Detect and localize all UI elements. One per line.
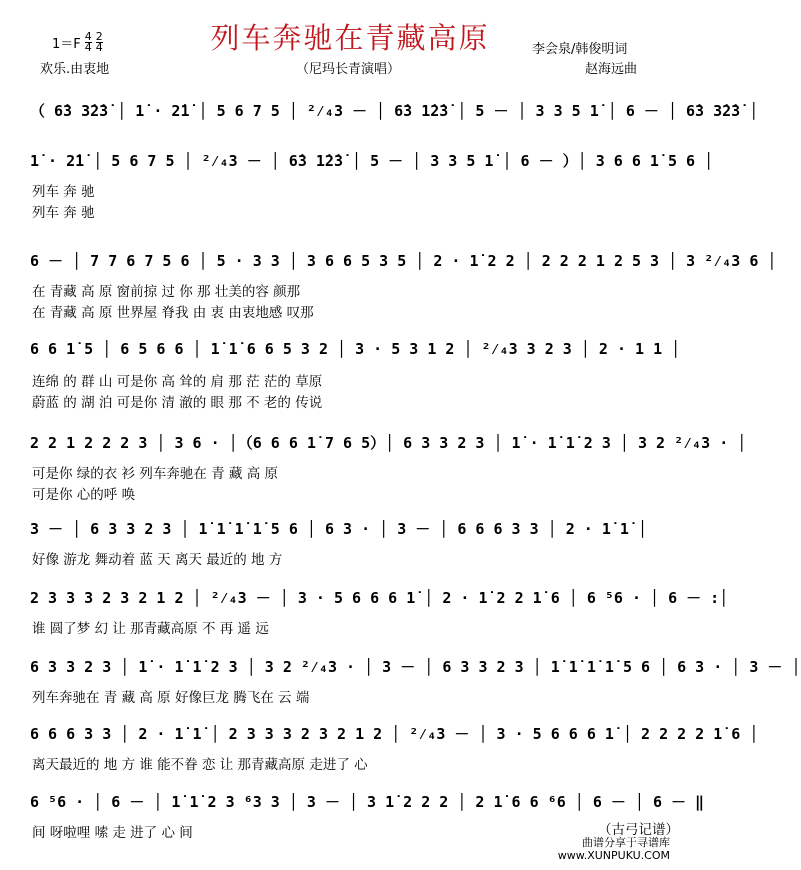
lyric-line: 列车 奔 驰 bbox=[32, 205, 95, 221]
notation-line: 6 ⁵6 · │ 6 － │ 1̇ 1̇ 2 3 ⁶3 3 │ 3 － │ 3 1̇ 2 2 2 │ 2 1̇ 6 6 ⁶6 │ 6 － │ 6 － ‖ bbox=[30, 793, 705, 811]
singer-credit: （尼玛长青演唱） bbox=[296, 62, 401, 77]
watermark-line-1: 曲谱分享于寻谱库 bbox=[582, 836, 670, 849]
time-signature-4-4: $\frac{4}{4}$ bbox=[84, 30, 92, 54]
lyric-line: 好像 游龙 舞动着 蓝 天 离天 最近的 地 方 bbox=[32, 552, 283, 568]
lyric-line: 连绵 的 群 山 可是你 高 耸的 肩 那 茫 茫的 草原 bbox=[32, 374, 323, 390]
transcriber-credit: （古弓记谱） bbox=[598, 822, 679, 838]
notation-line: 6 － │ 7 7 6 7 5 6 │ 5 · 3 3 │ 3 6 6 5 3 5 │ 2 · 1̇ 2 2 │ 2 2 2 1 2 5 3 │ 3 ²⁄₄3 6 │ bbox=[30, 252, 777, 270]
lyric-line: 离天最近的 地 方 谁 能不眷 恋 让 那青藏高原 走进了 心 bbox=[32, 757, 368, 773]
composer-credit: 赵海远曲 bbox=[585, 62, 638, 77]
song-title: 列车奔驰在青藏高原 bbox=[210, 21, 490, 55]
lyric-line: 谁 圆了梦 幻 让 那青藏高原 不 再 遥 远 bbox=[32, 621, 269, 637]
notation-line: （ 6̇3 3̇2̇3̇ │ 1̇ · 2̇1̇ │ 5 6 7 5 │ ²⁄₄3 － │ 6̇3 1̇2̇3̇ │ 5 － │ 3 3 5 1̇ │ 6 － │ 6̇3 3̇2̇3̇ │ bbox=[30, 102, 759, 120]
mood-marking: 欢乐.由衷地 bbox=[40, 62, 110, 77]
lyric-line: 列车奔驰在 青 藏 高 原 好像巨龙 腾飞在 云 端 bbox=[32, 690, 310, 706]
lyric-line: 在 青藏 高 原 窗前掠 过 你 那 壮美的容 颜那 bbox=[32, 284, 301, 300]
notation-line: 1̇ · 2̇1̇ │ 5 6 7 5 │ ²⁄₄3 － │ 6̇3 1̇2̇3̇ │ 5 － │ 3 3 5 1̇ │ 6 － ）│ 3 6 6 1̇ 5 6 │ bbox=[30, 152, 714, 170]
notation-line: 6 3 3 2 3 │ 1̇ · 1̇ 1̇ 2 3 │ 3 2 ²⁄₄3 · │ 3 － │ 6 3 3 2 3 │ 1̇ 1̇ 1̇ 1̇ 5 6 │ 6 3 · │ 3 － │ bbox=[30, 658, 801, 676]
watermark bbox=[558, 836, 670, 862]
key-signature: 1＝F bbox=[52, 37, 81, 52]
lyric-line: 可是你 心的呼 唤 bbox=[32, 487, 136, 503]
time-signature-2-4: $\frac{2}{4}$ bbox=[95, 30, 103, 54]
notation-line: 6 6 1̇ 5 │ 6 5 6 6 │ 1̇ 1̇ 6 6 5 3 2 │ 3 · 5 3 1 2 │ ²⁄₄3 3 2 3 │ 2 · 1 1 │ bbox=[30, 340, 681, 358]
notation-line: 3 － │ 6 3 3 2 3 │ 1̇ 1̇ 1̇ 1̇ 5 6 │ 6 3 · │ 3 － │ 6 6 6 3 3 │ 2 · 1̇ 1̇ │ bbox=[30, 520, 647, 538]
watermark-line-2: www.XUNPUKU.COM bbox=[557, 849, 670, 862]
lyricist-credit: 李会泉/韩俊明词 bbox=[532, 42, 628, 57]
lyric-line: 蔚蓝 的 湖 泊 可是你 清 澈的 眼 那 不 老的 传说 bbox=[32, 395, 323, 411]
lyric-line: 在 青藏 高 原 世界屋 脊我 由 衷 由衷地感 叹那 bbox=[32, 305, 314, 321]
lyric-line: 间 呀啦哩 嗦 走 进了 心 间 bbox=[32, 825, 193, 841]
notation-line: 6 6 6 3 3 │ 2 · 1̇ 1̇ │ 2 3 3 3 2 3 2 1 2 │ ²⁄₄3 － │ 3 · 5 6 6 6 1̇ │ 2 2 2 2 1̇ 6 │ bbox=[30, 725, 759, 743]
notation-line: 2 2 1 2 2 2 3 │ 3 6 · │（6 6 6 1̇ 7 6 5）│ 6 3 3 2 3 │ 1̇ · 1̇ 1̇ 2 3 │ 3 2 ²⁄₄3 · │ bbox=[30, 434, 747, 452]
lyric-line: 列车 奔 驰 bbox=[32, 184, 95, 200]
notation-line: 2 3 3 3 2 3 2 1 2 │ ²⁄₄3 － │ 3 · 5 6 6 6 1̇ │ 2 · 1̇ 2 2 1̇ 6 │ 6 ⁵6 · │ 6 － :│ bbox=[30, 589, 729, 607]
key-and-time bbox=[52, 32, 103, 53]
lyric-line: 可是你 绿的衣 衫 列车奔驰在 青 藏 高 原 bbox=[32, 466, 279, 482]
